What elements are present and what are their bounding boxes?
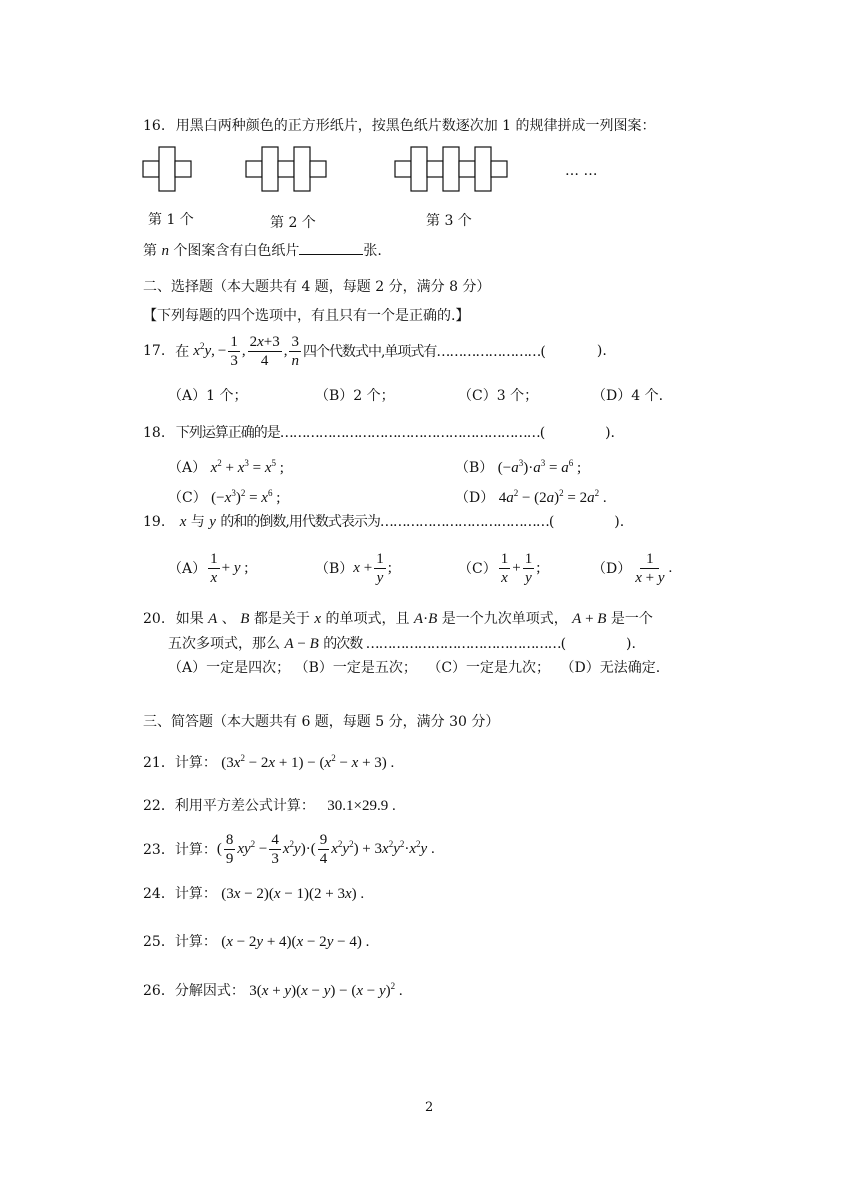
q17-expr-3: $\frac{2x+3}{4}$: [249, 333, 280, 369]
pattern-3: [395, 147, 507, 191]
q19-option-b[interactable]: （B） x + $\frac{1}{y}$ ;: [315, 550, 392, 586]
q16-variable-n: n: [161, 243, 169, 259]
q24-expr: (3x − 2)(x − 1)(2 + 3x) .: [221, 886, 365, 902]
pattern-2: [246, 147, 326, 191]
q17-expr-2: $\frac{1}{3}$: [230, 333, 238, 369]
q17-option-c[interactable]: （C）3 个；: [458, 388, 539, 404]
q20-option-d[interactable]: （D）无法确定.: [560, 660, 661, 676]
q20-option-b[interactable]: （B）一定是五次；: [294, 660, 417, 676]
q16-answer-blank[interactable]: [299, 242, 363, 255]
q20-option-a[interactable]: （A）一定是四次；: [168, 660, 291, 676]
q20-option-c[interactable]: （C）一定是九次；: [427, 660, 551, 676]
q16-ellipsis: … …: [565, 163, 598, 179]
q25-expr: (x − 2y + 4)(x − 2y − 4) .: [221, 934, 370, 950]
q19-option-d[interactable]: （D） $\frac{1}{x + y}$ .: [592, 550, 673, 586]
section2-heading: 二、选择题（本大题共有 4 题，每题 2 分，满分 8 分）: [143, 279, 491, 295]
q16-text: 用黑白两种颜色的正方形纸片，按黑色纸片数逐次加 1 的规律拼成一列图案：: [175, 118, 656, 134]
q24: 24．计算： (3x − 2)(x − 1)(2 + 3x) .: [143, 886, 365, 902]
q19-stem: 19. x 与 y 的和的倒数,用代数式表示为…………………………………( ).: [143, 514, 625, 530]
q17-option-b[interactable]: （B）2 个；: [315, 388, 395, 404]
q16-stem: [143, 115, 656, 135]
pattern-1: [143, 147, 191, 191]
q22: 22．利用平方差公式计算： 30.1×29.9 .: [143, 798, 396, 814]
page-number: 2: [425, 1100, 434, 1115]
q20-stem-line1: 20. 如果 A 、 B 都是关于 x 的单项式，且 A·B 是一个九次单项式， A + B 是一个: [143, 611, 653, 627]
q17-stem: 17. 在 $x^2y$ , − $\frac{1}{3}$ , $\frac{2x+3}{4}$ , $\frac{3}{n}$ 四个代数式中,单项式有……………………( ).: [143, 333, 607, 369]
q18-option-c[interactable]: （C） $(-x^3)^2 = x^6$ ;: [168, 488, 281, 506]
q18-option-a[interactable]: （A） $x^2 + x^3 = x^5$ ;: [168, 458, 284, 476]
q26-expr: $3(x + y)(x - y) - (x - y)^2$ .: [249, 981, 403, 999]
q26: 26．分解因式： $3(x + y)(x - y) - (x - y)^2$ .: [143, 981, 403, 999]
q17-option-d[interactable]: （D）4 个.: [592, 388, 664, 404]
q17-option-a[interactable]: （A）1 个；: [168, 388, 248, 404]
q21-expr: $(3x^2 - 2x + 1) - (x^2 - x + 3)$ .: [221, 753, 395, 771]
q19-option-a[interactable]: （A） $\frac{1}{x}$ + y ;: [168, 550, 249, 586]
q18-option-b[interactable]: （B） $(-a^3)\cdot a^3 = a^6$ ;: [455, 458, 582, 476]
q19-option-c[interactable]: （C） $\frac{1}{x}$ + $\frac{1}{y}$ ;: [458, 550, 541, 586]
q21: 21．计算： $(3x^2 - 2x + 1) - (x^2 - x + 3)$ .: [143, 753, 395, 771]
q20-options: [168, 657, 660, 677]
q22-expr: 30.1×29.9 .: [327, 798, 396, 814]
q16-number: 16.: [143, 118, 166, 134]
q16-label-2: 第 2 个: [270, 215, 316, 231]
q17-expr-1: $x^2y$: [193, 340, 212, 359]
q16-label-1: 第 1 个: [148, 212, 194, 228]
q16-label-3: 第 3 个: [426, 213, 472, 229]
q23: 23．计算： ( $\frac{8}{9}$ $xy^2$ − $\frac{4}{3}$ $x^2y)\cdot$( $\frac{9}{4}$ $x^2y^2) + 3x^2y^2\cdot x^2y$ .: [143, 831, 435, 867]
q16-answer-line: 第 n 个图案含有白色纸片 张.: [143, 243, 382, 259]
q20-stem-line2: 五次多项式，那么 A − B 的次数 ………………………………………( ).: [168, 636, 636, 652]
q25: 25．计算： (x − 2y + 4)(x − 2y − 4) .: [143, 934, 370, 950]
section2-note: 【下列每题的四个选项中，有且只有一个是正确的.】: [143, 308, 470, 324]
q17-expr-4: $\frac{3}{n}$: [291, 333, 299, 369]
section3-heading: 三、简答题（本大题共有 6 题，每题 5 分，满分 30 分）: [143, 714, 500, 730]
q18-option-d[interactable]: （D） $4a^2 - (2a)^2 = 2a^2$ .: [455, 488, 607, 506]
q18-stem: 18. 下列运算正确的是……………………………………………………( ).: [143, 425, 616, 441]
